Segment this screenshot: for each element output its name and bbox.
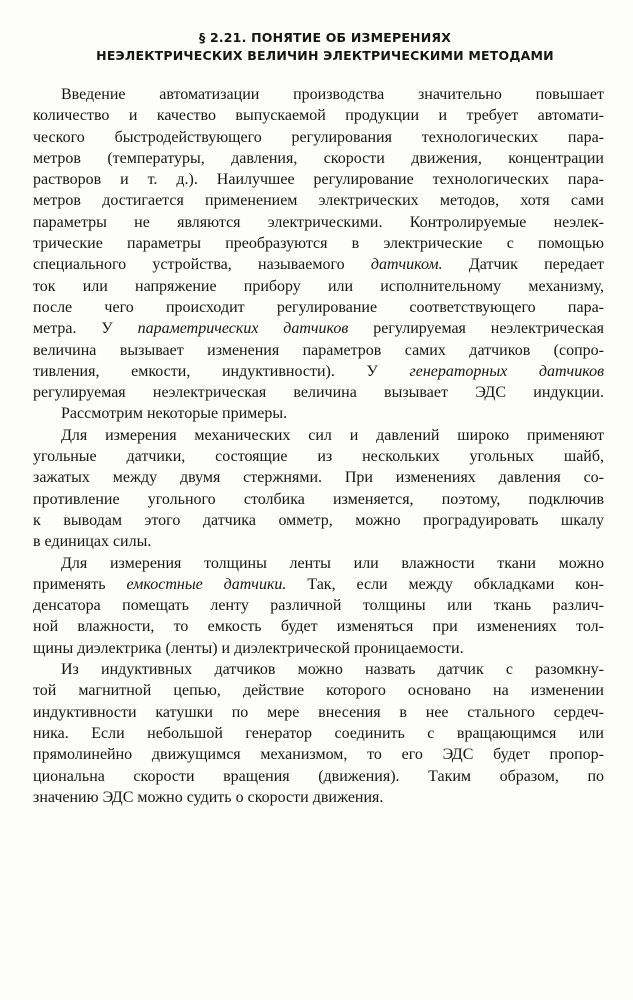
section-subtitle: НЕЭЛЕКТРИЧЕСКИХ ВЕЛИЧИН ЭЛЕКТРИЧЕСКИМИ МЕТОДАМИ <box>96 48 554 63</box>
text-segment: тивления, емкости, индуктивности). У <box>33 362 378 380</box>
text-line: трические параметры преобразуются в электрические с помощью <box>33 235 604 253</box>
text-segment: Датчик передает <box>468 256 604 274</box>
text-line: циональна скорости вращения (движения). Таким образом, по <box>33 767 604 785</box>
text-line: Для измерения толщины ленты или влажности ткани можно <box>61 554 604 572</box>
text-line: той магнитной цепью, действие которого основано на изменении <box>33 682 604 700</box>
text-line <box>33 254 604 275</box>
text-line: значению ЭДС можно судить о скорости движения. <box>33 788 384 806</box>
term-datchik: датчиком. <box>370 256 443 274</box>
text-segment: регулируемая неэлектрическая <box>373 320 604 338</box>
text-line: Введение автоматизации производства значительно повышает <box>61 86 604 103</box>
body-text <box>33 84 604 808</box>
text-segment: применять <box>33 575 106 593</box>
text-line: зажатых между двумя стержнями. При изменениях давления со- <box>33 469 604 487</box>
text-line: Из индуктивных датчиков можно назвать датчик с разомкну- <box>61 661 604 679</box>
text-line: щины диэлектрика (ленты) и диэлектрической проницаемости. <box>33 639 464 657</box>
text-line <box>33 318 604 339</box>
text-line: противление угольного столбика изменяется, поэтому, подключив <box>33 490 604 508</box>
text-line: ника. Если небольшой генератор соединить с вращающимся или <box>33 724 604 742</box>
term-capacitive-sensors: емкостные датчики. <box>126 575 287 593</box>
text-line: метров (температуры, давления, скорости движения, концентрации <box>33 149 604 167</box>
text-line: растворов и т. д.). Наилучшее регулирование технологических пара- <box>33 171 604 189</box>
text-line: параметры не являются электрическими. Контролируемые неэлек- <box>33 213 604 231</box>
text-line: ческого быстродействующего регулирования технологических пара- <box>33 128 604 146</box>
text-line: метров достигается применением электрических методов, хотя сами <box>33 192 604 210</box>
text-segment: специального устройства, называемого <box>33 256 345 274</box>
section-title: § 2.21. ПОНЯТИЕ ОБ ИЗМЕРЕНИЯХ <box>198 30 452 45</box>
text-line: ной влажности, то емкость будет изменяться при изменениях тол- <box>33 618 604 636</box>
text-line <box>33 361 604 382</box>
text-line: к выводам этого датчика омметр, можно проградуировать шкалу <box>33 511 604 529</box>
text-line: денсатора помещать ленту различной толщины или ткань различ- <box>33 597 604 615</box>
text-line: ток или напряжение прибору или исполнительному механизму, <box>33 277 604 295</box>
text-segment: Так, если между обкладками кон- <box>307 575 604 593</box>
text-line: количество и качество выпускаемой продукции и требует автомати- <box>33 107 604 125</box>
text-line: регулируемая неэлектрическая величина вызывает ЭДС индукции. <box>33 384 604 402</box>
text-line: величина вызывает изменения параметров самих датчиков (сопро- <box>33 341 604 359</box>
text-line: угольные датчики, состоящие из нескольких угольных шайб, <box>33 448 604 466</box>
text-line: после чего происходит регулирование соответствующего пара- <box>33 298 604 316</box>
text-line: индуктивности катушки по мере внесения в нее стального сердеч- <box>33 703 604 721</box>
text-line: прямолинейно движущимся механизмом, то его ЭДС будет пропор- <box>33 746 604 764</box>
term-generator-sensors: генераторных датчиков <box>409 362 604 380</box>
text-line: Рассмотрим некоторые примеры. <box>61 405 288 423</box>
text-line <box>33 574 604 595</box>
term-parametric-sensors: параметрических датчиков <box>137 320 349 338</box>
text-line: Для измерения механических сил и давлений широко применяют <box>61 426 604 444</box>
text-segment: метра. У <box>33 320 113 338</box>
text-line: в единицах силы. <box>33 533 152 551</box>
